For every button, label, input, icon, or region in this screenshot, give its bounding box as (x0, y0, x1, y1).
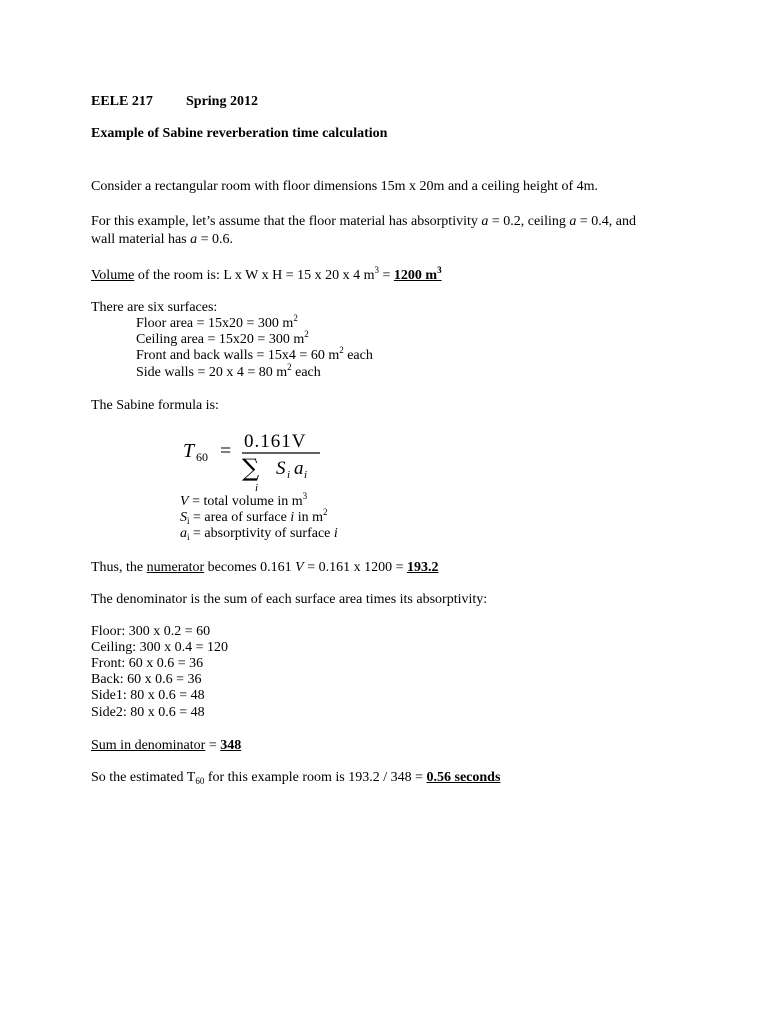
surface-side: Side walls = 20 x 4 = 80 $m^2$ each (136, 362, 321, 380)
sigma-icon: ∑ (242, 454, 260, 482)
definition-absorptivity: $a_i$ = absorptivity of surface i (180, 526, 338, 542)
sum-line: Sum in denominator = 348 (91, 738, 242, 753)
product-front: Front: 60 x 0.6 = 36 (91, 656, 204, 671)
formula-lhs-subscript: 60 (196, 450, 208, 464)
product-floor: Floor: 300 x 0.2 = 60 (91, 624, 211, 639)
document-title: Example of Sabine reverberation time calculation (91, 126, 388, 141)
formula-s-index: i (287, 469, 291, 481)
course-code: EELE 217 (91, 94, 153, 109)
term: Spring 2012 (186, 94, 258, 109)
formula-lhs: T (183, 440, 195, 462)
conclusion-line: So the estimated $T_{60}$ for this example room is 193.2 / 348 = 0.56 seconds (91, 770, 501, 786)
intro-paragraph: Consider a rectangular room with floor dimensions 15m x 20m and a ceiling height of 4m. (91, 179, 599, 194)
numerator-line: Thus, the numerator becomes 0.161 V = 0.161 x 1200 = 193.2 (91, 560, 439, 575)
definition-volume: V = total volume in $m^3$ (180, 491, 308, 509)
formula-a: a (294, 458, 304, 479)
surface-front-back: Front and back walls = 15x4 = 60 $m^2$ each (136, 345, 373, 363)
product-side2: Side2: 80 x 0.6 = 48 (91, 705, 205, 720)
formula-a-index: i (304, 469, 308, 481)
formula-s: S (276, 458, 286, 479)
assumption-line-1: For this example, let’s assume that the floor material has absorptivity a = 0.2, ceiling a = 0.4, and (91, 214, 636, 229)
sigma-index: i (255, 482, 259, 492)
formula-numerator: 0.161V (244, 431, 307, 452)
volume-line: Volume of the room is: L x W x H = 15 x 20 x 4 $m^3 = 1200$ $m^3$ (91, 265, 442, 283)
product-side1: Side1: 80 x 0.6 = 48 (91, 688, 205, 703)
definition-area: $S_i$ = area of surface i in $m^2$ (180, 507, 328, 526)
surface-floor: Floor area = 15x20 = 300 $m^2$ (136, 313, 298, 331)
formula-heading: The Sabine formula is: (91, 398, 219, 413)
formula-equals: = (220, 440, 232, 462)
surface-ceiling: Ceiling area = 15x20 = 300 $m^2$ (136, 329, 309, 347)
product-back: Back: 60 x 0.6 = 36 (91, 672, 202, 687)
denominator-intro: The denominator is the sum of each surface area times its absorptivity: (91, 592, 488, 607)
sabine-formula (180, 428, 350, 492)
surfaces-heading: There are six surfaces: (91, 300, 218, 315)
assumption-line-2: wall material has a = 0.6. (91, 232, 234, 247)
product-ceiling: Ceiling: 300 x 0.4 = 120 (91, 640, 229, 655)
